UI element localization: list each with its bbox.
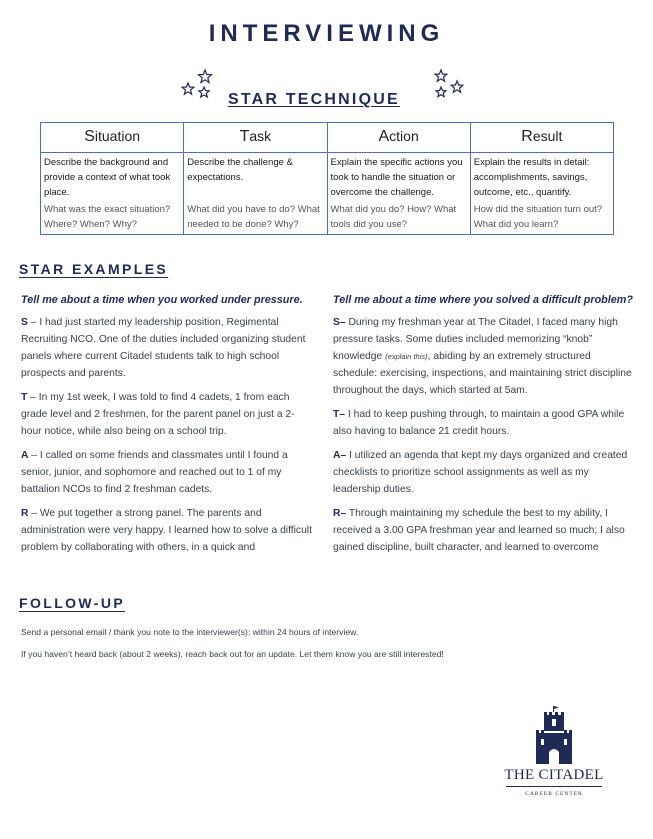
cell-description: Explain the results in detail: accomplishments, savings, outcome, etc., quantify.: [473, 157, 590, 198]
stars-icon: [180, 68, 214, 102]
examples-heading: STAR EXAMPLES: [19, 261, 169, 277]
example-right: [333, 292, 635, 563]
stars-icon: [430, 68, 466, 102]
cell-questions: What did you have to do? What needed to be done? Why?: [187, 204, 320, 230]
example-question: Tell me about a time when you worked under pressure.: [21, 294, 303, 306]
followup-heading: FOLLOW-UP: [19, 595, 126, 611]
star-table: [40, 122, 614, 235]
citadel-tower-icon: [534, 706, 574, 764]
example-left: [21, 292, 313, 563]
example-task: T – In my 1st week, I was told to find 4 cadets, 1 from each grade level and 2 freshmen, for the parent panel on just a 2-hour notice, while also being on a school trip.: [21, 392, 295, 437]
section-subtitle: STAR TECHNIQUE: [228, 91, 400, 108]
table-cell: [184, 153, 327, 235]
cell-description: Describe the background and provide a context of what took place.: [44, 157, 171, 198]
example-situation: S – I had just started my leadership position, Regimental Recruiting NCO. One of the duties included organizing student panels where current Citadel students talk to high school prospects and parents.: [21, 317, 306, 379]
logo-name: THE CITADEL: [504, 767, 604, 783]
logo-subtitle: CAREER CENTER: [525, 791, 583, 797]
table-cell: [41, 153, 184, 235]
cell-questions: What did you do? How? What tools did you use?: [330, 204, 457, 230]
page-title: INTERVIEWING: [208, 20, 445, 47]
table-cell: [327, 153, 470, 235]
example-task: T– I had to keep pushing through, to maintain a good GPA while also having to balance 21 credit hours.: [333, 409, 625, 437]
example-question: Tell me about a time where you solved a difficult problem?: [333, 294, 633, 306]
example-result: R– Through maintaining my schedule the best to my ability, I received a 3.00 GPA freshman year and learned so much; I also gained discipline, built character, and learned to overcome: [333, 508, 625, 553]
table-header-result: Result: [470, 123, 613, 153]
followup-line: Send a personal email / thank you note to the interviewer(s): within 24 hours of interview.: [21, 627, 359, 637]
example-action: A – I called on some friends and classmates until I found a senior, junior, and sophomore and reached out to 1 of my battalion NCOs to find 2 freshman cadets.: [21, 450, 288, 495]
table-header-situation: Situation: [41, 123, 184, 153]
cell-description: Explain the specific actions you took to handle the situation or overcome the challenge.: [330, 157, 463, 198]
cell-questions: What was the exact situation? Where? When? Why?: [44, 204, 171, 230]
example-action: A– I utilized an agenda that kept my days organized and created checklists to prioritize school assignments as well as my leadership duties.: [333, 450, 628, 495]
citadel-logo: [498, 706, 610, 806]
followup-line: If you haven’t heard back (about 2 weeks), reach back out for an update. Let them know you are still interested!: [21, 649, 444, 659]
logo-divider: [506, 786, 602, 787]
example-result: R – We put together a strong panel. The parents and administration were very happy. I learned how to solve a difficult problem by collaborating with others, in a quick and: [21, 508, 312, 553]
table-header-action: Action: [327, 123, 470, 153]
table-header-task: Task: [184, 123, 327, 153]
cell-questions: How did the situation turn out? What did you learn?: [473, 204, 603, 230]
table-cell: [470, 153, 613, 235]
example-situation: S– During my freshman year at The Citadel, I faced many high pressure tasks. Some duties included memorizing “knob” knowledge (explain this), abiding by an extremely structured schedule: exercising, inspections, and maintaining strict discipline throughout the days, which started at 5am.: [333, 317, 632, 396]
cell-description: Describe the challenge & expectations.: [187, 157, 293, 183]
